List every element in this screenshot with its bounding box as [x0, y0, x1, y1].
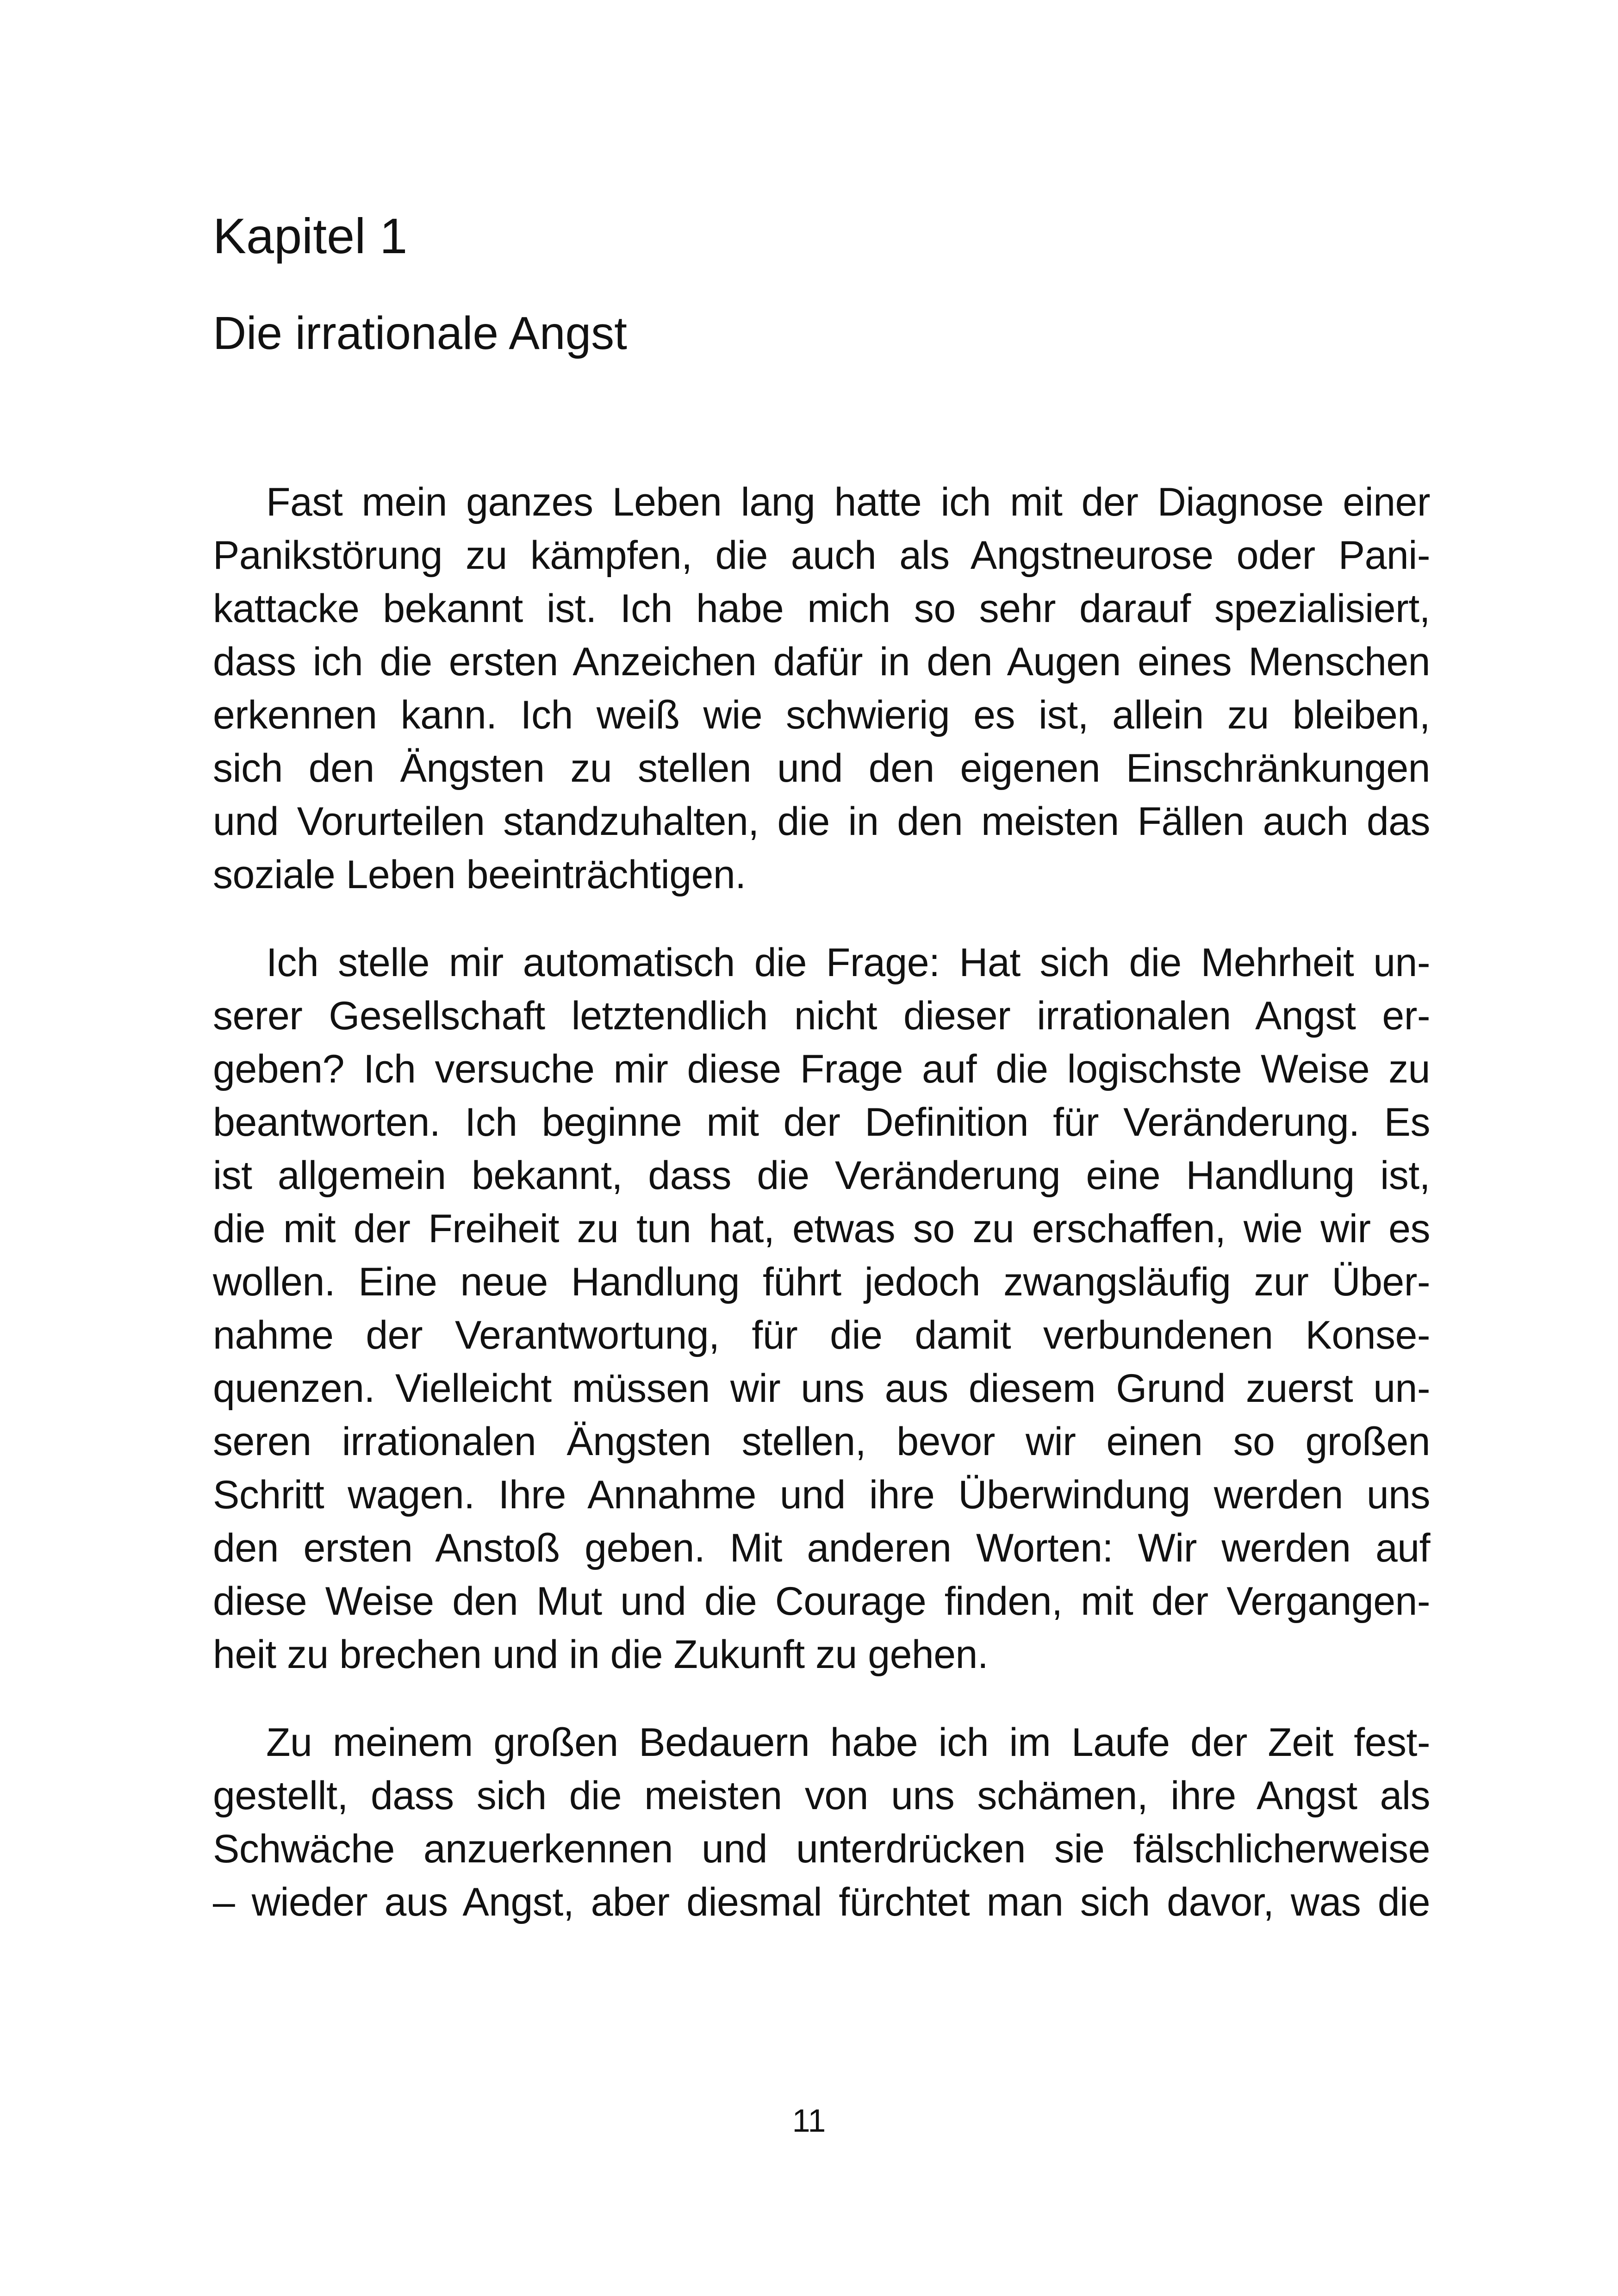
paragraph-2-line-12: den ersten Anstoß geben. Mit anderen Worten: Wir werden auf [213, 1526, 1430, 1570]
paragraph-2-line-3: geben? Ich versuche mir diese Frage auf die logischste Weise zu [213, 1047, 1430, 1091]
paragraph-1-line-1: Fast mein ganzes Leben lang hatte ich mit der Diagnose einer [266, 480, 1430, 524]
paragraph-1-line-3: kattacke bekannt ist. Ich habe mich so sehr darauf spezialisiert, [213, 586, 1430, 631]
paragraph-1-line-8: soziale Leben beeinträchtigen. [213, 852, 746, 897]
paragraph-1-line-2: Panikstörung zu kämpfen, die auch als Angstneurose oder Pani- [213, 533, 1430, 578]
paragraph-3-line-4: – wieder aus Angst, aber diesmal fürchtet man sich davor, was die [213, 1880, 1430, 1924]
paragraph-2-line-1: Ich stelle mir automatisch die Frage: Hat sich die Mehrheit un- [266, 940, 1430, 985]
paragraph-1-line-6: sich den Ängsten zu stellen und den eigenen Einschränkungen [213, 746, 1430, 790]
paragraph-2-line-9: quenzen. Vielleicht müssen wir uns aus diesem Grund zuerst un- [213, 1366, 1430, 1411]
paragraph-2-line-13: diese Weise den Mut und die Courage finden, mit der Vergangen- [213, 1579, 1430, 1624]
paragraph-2-line-4: beantworten. Ich beginne mit der Definition für Veränderung. Es [213, 1100, 1430, 1145]
paragraph-1-line-7: und Vorurteilen standzuhalten, die in den meisten Fällen auch das [213, 799, 1430, 844]
paragraph-2-line-7: wollen. Eine neue Handlung führt jedoch zwangsläufig zur Über- [213, 1260, 1430, 1304]
paragraph-2-line-2: serer Gesellschaft letztendlich nicht dieser irrationalen Angst er- [213, 994, 1430, 1038]
chapter-label: Kapitel 1 [213, 208, 408, 264]
paragraph-2-line-6: die mit der Freiheit zu tun hat, etwas so zu erschaffen, wie wir es [213, 1207, 1430, 1251]
paragraph-3-line-1: Zu meinem großen Bedauern habe ich im Laufe der Zeit fest- [266, 1720, 1430, 1765]
paragraph-1-line-4: dass ich die ersten Anzeichen dafür in den Augen eines Menschen [213, 640, 1430, 684]
paragraph-1-line-5: erkennen kann. Ich weiß wie schwierig es ist, allein zu bleiben, [213, 693, 1430, 737]
paragraph-2-line-8: nahme der Verantwortung, für die damit verbundenen Konse- [213, 1313, 1430, 1357]
paragraph-2-line-11: Schritt wagen. Ihre Annahme und ihre Überwindung werden uns [213, 1473, 1430, 1517]
paragraph-3-line-2: gestellt, dass sich die meisten von uns schämen, ihre Angst als [213, 1773, 1430, 1818]
page-number: 11 [792, 2103, 826, 2139]
paragraph-2-line-10: seren irrationalen Ängsten stellen, bevor wir einen so großen [213, 1419, 1430, 1464]
paragraph-2-line-5: ist allgemein bekannt, dass die Veränderung eine Handlung ist, [213, 1153, 1430, 1198]
paragraph-2-line-14: heit zu brechen und in die Zukunft zu gehen. [213, 1632, 989, 1677]
chapter-title: Die irrationale Angst [213, 307, 627, 359]
paragraph-3-line-3: Schwäche anzuerkennen und unterdrücken sie fälschlicherweise [213, 1827, 1430, 1871]
